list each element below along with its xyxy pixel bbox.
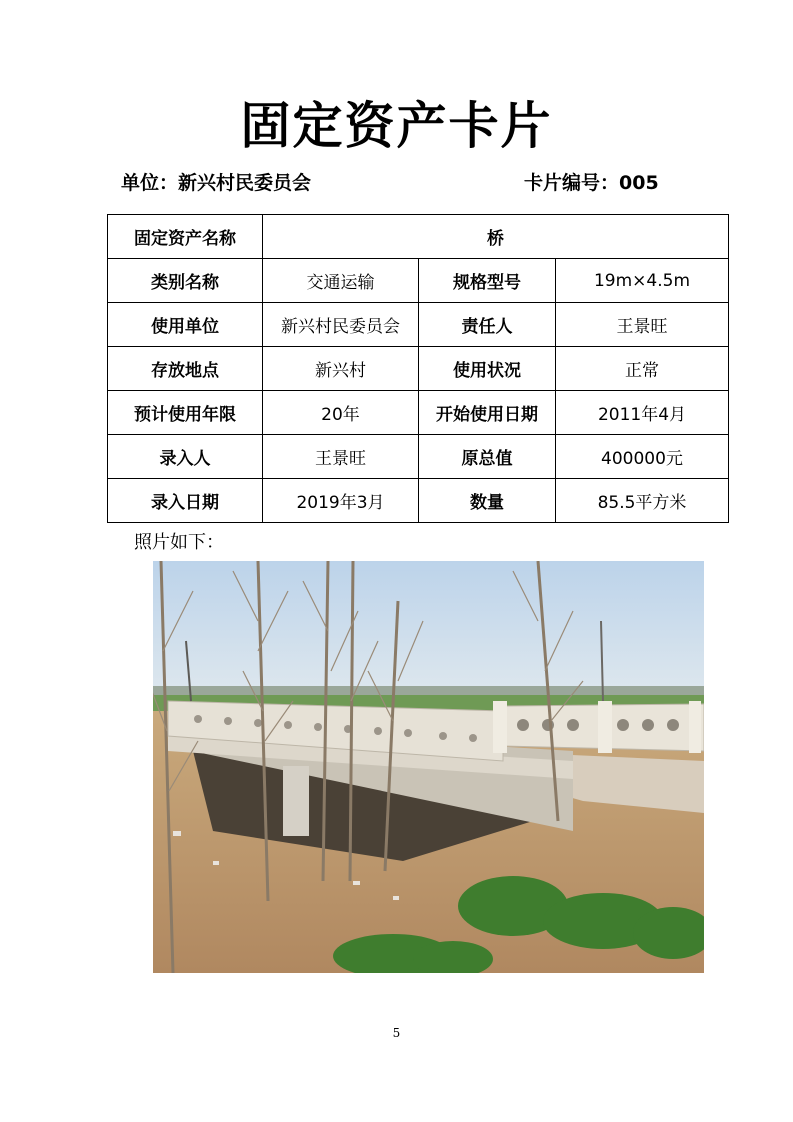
cell-value: 交通运输: [263, 259, 419, 303]
cell-label: 开始使用日期: [419, 391, 556, 435]
page-number: 5: [392, 1026, 401, 1040]
cell-label: 类别名称: [108, 259, 263, 303]
table-row: [108, 259, 729, 303]
unit-line: 单位：新兴村民委员会: [121, 172, 312, 194]
card-number-line: 卡片编号：005: [524, 172, 659, 194]
table-row: [108, 391, 729, 435]
asset-name-value: 桥: [263, 215, 729, 259]
cell-label: 存放地点: [108, 347, 263, 391]
cell-label: 原总值: [419, 435, 556, 479]
cell-value: 85.5平方米: [556, 479, 729, 523]
cell-value: 2011年4月: [556, 391, 729, 435]
cell-value: 新兴村: [263, 347, 419, 391]
asset-table: [107, 214, 729, 523]
cell-value: 王景旺: [556, 303, 729, 347]
cell-label: 规格型号: [419, 259, 556, 303]
table-row-asset-name: [108, 215, 729, 259]
cell-value: 王景旺: [263, 435, 419, 479]
cell-label: 录入日期: [108, 479, 263, 523]
table-row: [108, 435, 729, 479]
cell-label: 预计使用年限: [108, 391, 263, 435]
cell-label: 使用状况: [419, 347, 556, 391]
table-row: [108, 347, 729, 391]
asset-name-label: 固定资产名称: [108, 215, 263, 259]
table-row: [108, 303, 729, 347]
cell-value: 20年: [263, 391, 419, 435]
bridge-photo: [153, 561, 704, 973]
cell-label: 数量: [419, 479, 556, 523]
cell-value: 新兴村民委员会: [263, 303, 419, 347]
cell-value: 400000元: [556, 435, 729, 479]
page-title: 固定资产卡片: [240, 97, 553, 155]
cell-value: 正常: [556, 347, 729, 391]
table-row: [108, 479, 729, 523]
cell-label: 使用单位: [108, 303, 263, 347]
cell-label: 责任人: [419, 303, 556, 347]
cell-label: 录入人: [108, 435, 263, 479]
photo-caption: 照片如下：: [134, 532, 224, 553]
cell-value: 2019年3月: [263, 479, 419, 523]
cell-value: 19m×4.5m: [556, 259, 729, 303]
